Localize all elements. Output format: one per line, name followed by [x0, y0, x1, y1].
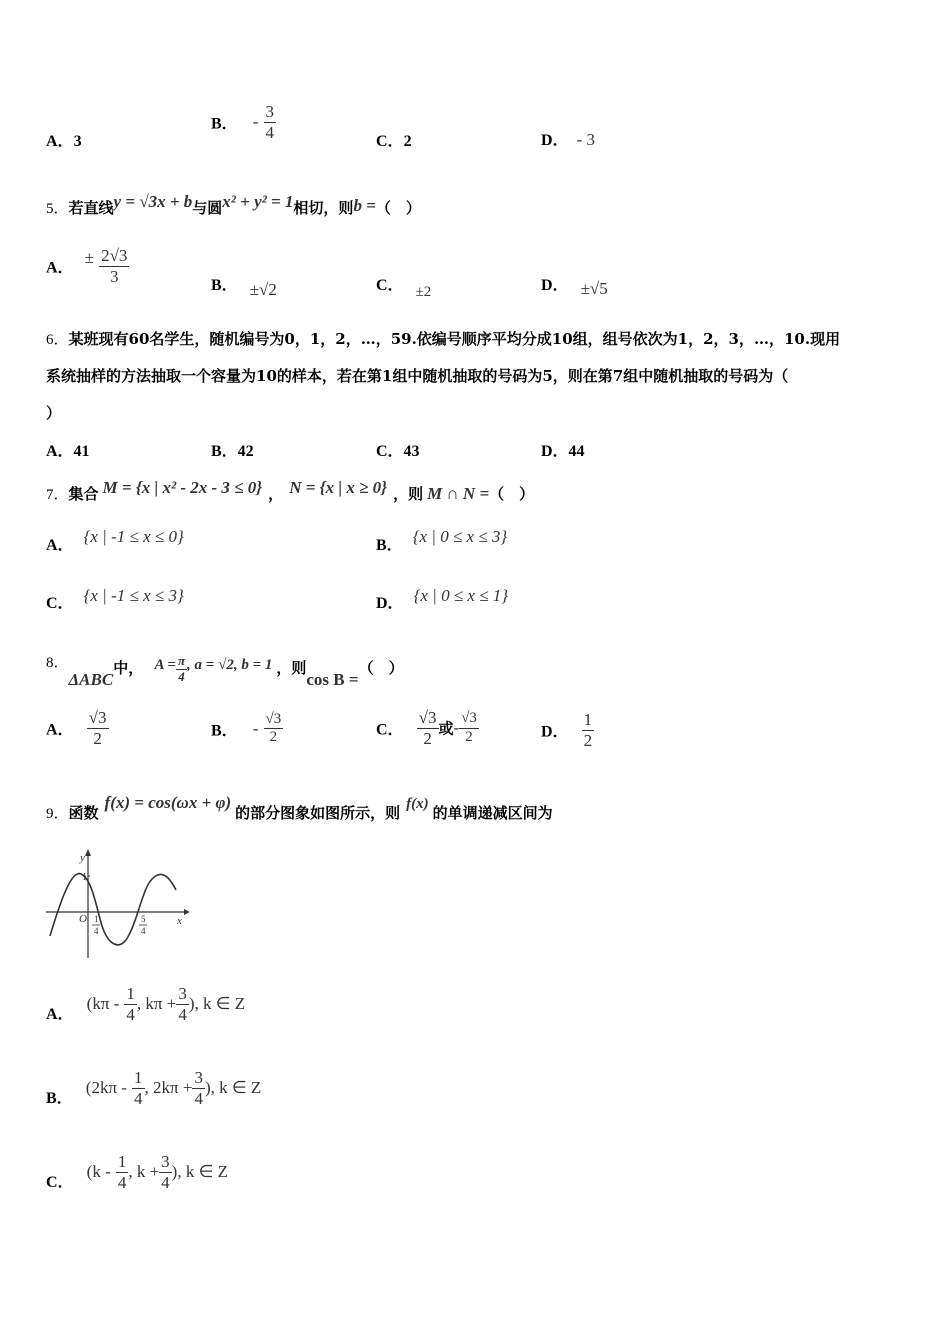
cosine-graph — [44, 846, 194, 962]
option-value: ±2 — [415, 284, 432, 300]
line-equation: y = √3x + b — [113, 192, 193, 211]
plus-minus: ± — [84, 248, 94, 268]
interval-end: ), k ∈ Z — [204, 1078, 262, 1098]
stem-line-3: ） — [46, 404, 62, 422]
option-label: A． — [46, 721, 74, 739]
fraction — [124, 984, 137, 1024]
question-5-stem — [46, 190, 421, 227]
function-name: f(x) — [406, 796, 429, 812]
denominator: 4 — [194, 1088, 203, 1108]
q8-option-b — [211, 711, 283, 747]
q6-option-c: C．43 — [376, 443, 420, 460]
question-7-stem — [46, 476, 534, 513]
interval-mid: , kπ + — [136, 994, 177, 1014]
stem-text: ， — [268, 485, 284, 503]
answer-paren: （ ） — [489, 485, 535, 503]
answer-paren: （ ） — [375, 199, 421, 217]
option-label: A． — [46, 133, 74, 150]
q7-option-c — [46, 586, 184, 613]
q6-option-a: A．41 — [46, 443, 90, 460]
option-label: A． — [46, 1005, 74, 1023]
q7-option-a — [46, 527, 184, 555]
numerator: 3 — [161, 1152, 170, 1171]
stem-text: 若直线 — [68, 199, 114, 217]
option-label: C． — [376, 721, 404, 739]
option-value: {x | -1 ≤ x ≤ 3} — [83, 586, 184, 605]
fraction — [417, 708, 439, 748]
option-label: C． — [46, 595, 74, 612]
fraction — [132, 1068, 145, 1108]
option-label: B． — [211, 722, 238, 740]
stem-text: 的单调递减区间为 — [432, 804, 553, 822]
stem-line-1: 某班现有60名学生，随机编号为0，1，2，…，59.依编号顺序平均分成10组，组号依次为1，2，3，…，10.现用 — [68, 330, 841, 348]
numerator: √3 — [264, 711, 284, 729]
q5-option-c — [376, 272, 432, 300]
cos-b: cos B = — [306, 670, 359, 689]
or-text: 或 — [438, 719, 454, 738]
interval-start: (kπ - — [86, 994, 120, 1014]
q4-option-b — [211, 102, 276, 142]
q8-option-d — [541, 710, 594, 750]
denominator: 2 — [423, 728, 432, 748]
numerator: π — [177, 652, 186, 668]
fraction — [264, 102, 277, 142]
question-number: 7． — [46, 487, 69, 503]
q6-option-d: D．44 — [541, 443, 585, 460]
stem-text: 与圆 — [192, 199, 223, 217]
minus-sign: - — [453, 718, 460, 738]
tick2-den: 4 — [141, 926, 146, 936]
x-axis-arrow — [184, 909, 190, 915]
fraction — [99, 246, 129, 286]
question-9-stem — [46, 795, 553, 832]
question-6-stem — [46, 321, 840, 358]
stem-text: 集合 — [68, 485, 99, 503]
option-value: {x | 0 ≤ x ≤ 3} — [412, 527, 508, 546]
fraction — [264, 711, 284, 747]
denominator: 2 — [93, 728, 102, 748]
question-number: 8． — [46, 655, 69, 671]
numerator: √3 — [418, 708, 437, 727]
tick1-den: 4 — [94, 926, 99, 936]
minus-sign: - — [252, 718, 259, 738]
denominator: 2 — [583, 730, 593, 750]
option-label: C． — [376, 133, 404, 150]
option-value: {x | -1 ≤ x ≤ 0} — [83, 527, 184, 546]
q9-option-a — [46, 984, 245, 1024]
option-label: A． — [46, 259, 74, 277]
stem-text: ，则 — [393, 485, 424, 503]
b-expression: b = — [353, 196, 376, 215]
stem-text: 的部分图象如图所示，则 — [235, 804, 401, 822]
option-label: D． — [376, 595, 404, 612]
numerator: √3 — [88, 708, 107, 727]
question-6-stem-3 — [46, 395, 61, 431]
fraction — [87, 708, 109, 748]
tick1-num: 1 — [94, 914, 99, 924]
option-label: C． — [376, 277, 404, 294]
denominator: 4 — [161, 1172, 170, 1192]
numerator: 1 — [126, 984, 135, 1003]
interval-mid: , k + — [128, 1162, 160, 1182]
q8-option-a — [46, 708, 109, 748]
q4-option-c — [376, 128, 412, 151]
answer-paren: （ ） — [358, 659, 404, 677]
fraction — [192, 1068, 205, 1108]
denominator: 4 — [178, 668, 185, 684]
side-values: , a = √2, b = 1 — [187, 657, 273, 673]
option-label: D． — [541, 277, 569, 294]
denominator: 4 — [126, 1004, 135, 1024]
stem-text: 函数 — [68, 804, 99, 822]
q8-option-c — [376, 708, 479, 748]
fraction — [176, 654, 187, 685]
fraction — [116, 1152, 129, 1192]
fraction — [176, 984, 189, 1024]
option-label: C． — [46, 1173, 74, 1191]
triangle: ΔABC — [68, 670, 114, 689]
denominator: 4 — [134, 1088, 143, 1108]
cosine-curve — [50, 874, 176, 945]
option-label: B． — [211, 277, 238, 294]
q5-option-a — [46, 246, 129, 286]
option-value: ±√5 — [580, 279, 608, 298]
q5-option-b — [211, 272, 277, 299]
q7-option-d — [376, 586, 509, 613]
function-def: f(x) = cos(ωx + φ) — [104, 793, 232, 812]
q4-option-a — [46, 128, 82, 151]
q6-option-b: B．42 — [211, 443, 254, 460]
fraction — [582, 710, 595, 750]
numerator: 3 — [178, 984, 187, 1003]
option-label: B． — [376, 537, 403, 554]
option-label: B． — [211, 115, 238, 133]
stem-text: 相切，则 — [293, 199, 354, 217]
denominator: 4 — [178, 1004, 187, 1024]
option-label: B． — [46, 1089, 73, 1107]
denominator: 4 — [265, 122, 275, 142]
q9-option-c — [46, 1152, 228, 1192]
numerator: √3 — [459, 710, 479, 728]
numerator: 2√3 — [101, 246, 128, 265]
y-label: y — [80, 852, 85, 864]
denominator: 3 — [110, 266, 119, 286]
interval-start: (2kπ - — [85, 1078, 127, 1098]
option-label: A． — [46, 537, 74, 554]
denominator: 4 — [117, 1172, 127, 1192]
origin-label: O — [79, 913, 87, 925]
question-number: 9． — [46, 806, 69, 822]
option-label: D． — [541, 132, 569, 149]
numerator: 1 — [117, 1152, 127, 1171]
q5-option-d — [541, 272, 608, 298]
x-label: x — [177, 915, 182, 927]
minus-sign: - — [252, 112, 259, 132]
fraction — [159, 1152, 172, 1192]
circle-equation: x² + y² = 1 — [222, 192, 294, 211]
denominator: 2 — [465, 728, 473, 745]
numerator: 3 — [194, 1068, 203, 1087]
angle-a: A = — [154, 657, 176, 673]
question-6-stem-2 — [46, 358, 788, 394]
option-value: ±√2 — [249, 280, 277, 299]
denominator: 2 — [269, 729, 278, 746]
interval-start: (k - — [86, 1162, 111, 1182]
option-value: - 3 — [576, 130, 595, 149]
tick2-num: 5 — [141, 914, 146, 924]
interval-mid: , 2kπ + — [144, 1078, 193, 1098]
stem-text: 中， — [113, 659, 144, 677]
option-value: {x | 0 ≤ x ≤ 1} — [413, 586, 509, 605]
question-number: 6． — [46, 332, 69, 348]
stem-text: ，则 — [276, 659, 307, 677]
set-m: M = {x | x² - 2x - 3 ≤ 0} — [102, 478, 263, 497]
numerator: 1 — [583, 710, 593, 729]
fraction — [459, 710, 479, 746]
q9-option-b — [46, 1068, 261, 1108]
option-value: 2 — [403, 133, 412, 150]
numerator: 3 — [265, 102, 275, 121]
interval-end: ), k ∈ Z — [171, 1162, 229, 1182]
set-n: N = {x | x ≥ 0} — [289, 478, 388, 497]
y-axis-arrow — [85, 849, 91, 856]
option-label: D． — [541, 723, 569, 741]
interval-end: ), k ∈ Z — [188, 994, 246, 1014]
one-label: 1 — [82, 872, 87, 883]
q7-option-b — [376, 527, 508, 555]
numerator: 1 — [134, 1068, 143, 1087]
intersection: M ∩ N = — [427, 484, 490, 503]
stem-line-2: 系统抽样的方法抽取一个容量为10的样本，若在第1组中随机抽取的号码为5，则在第7组中随机抽取的号码为（ — [46, 367, 789, 385]
question-8-stem — [46, 650, 404, 687]
option-value: 3 — [73, 133, 82, 150]
question-number: 5． — [46, 201, 69, 217]
q4-option-d — [541, 127, 595, 150]
